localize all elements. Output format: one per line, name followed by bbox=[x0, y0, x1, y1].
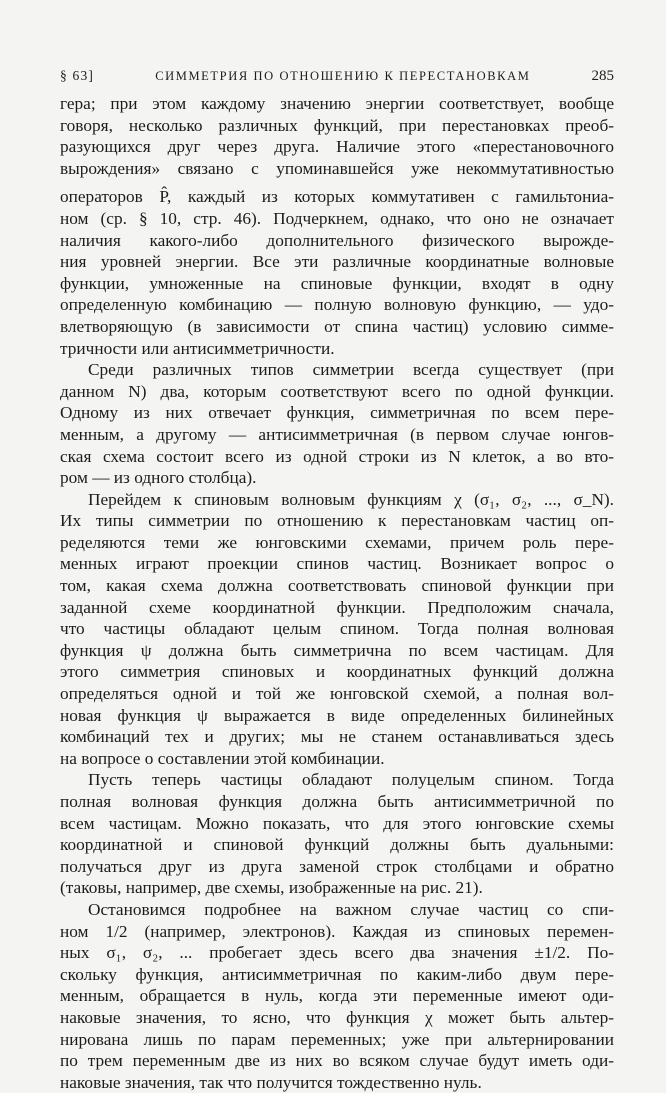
text-line: этого симметрия спиновых и координатных функций должна bbox=[60, 662, 614, 682]
text-line: Остановимся подробнее на важном случае частиц со спи- bbox=[88, 899, 614, 919]
text-line: скольку функция, антисимметричная по каким-либо двум пере- bbox=[60, 964, 614, 984]
text-line: (таковы, например, две схемы, изображенные на рис. 21). bbox=[60, 878, 483, 898]
text-line: данном N) два, которым соответствуют всего по одной функции. bbox=[60, 381, 614, 401]
paragraph bbox=[60, 769, 614, 899]
paragraph bbox=[60, 359, 614, 489]
text-line: наковые значения, то ясно, что функция χ может быть альтер- bbox=[60, 1007, 614, 1027]
text-line: по трем переменным две из них во всяком случае будут иметь оди- bbox=[60, 1051, 614, 1071]
running-head bbox=[60, 68, 614, 85]
text-line: заданной схеме координатной функции. Предположим сначала, bbox=[60, 597, 614, 617]
text-line: говоря, несколько различных функций, при перестановках преоб- bbox=[60, 115, 614, 135]
text-line: ном 1/2 (например, электронов). Каждая из спиновых перемен- bbox=[60, 921, 614, 941]
text-line: Их типы симметрии по отношению к перестановкам частиц оп- bbox=[60, 511, 614, 531]
text-line: разующихся друг через друга. Наличие этого «перестановочного bbox=[60, 137, 614, 157]
text-line: гера; при этом каждому значению энергии соответствует, вообще bbox=[60, 94, 614, 113]
paragraph bbox=[60, 899, 614, 1093]
text-line: ская схема состоит всего из одной строки из N клеток, а во вто- bbox=[60, 446, 614, 466]
text-line: операторов P̂, каждый из которых коммутативен с гамильтониа- bbox=[60, 187, 614, 207]
text-line: Одному из них отвечает функция, симметричная по всем пере- bbox=[60, 403, 614, 423]
chapter-title: СИММЕТРИЯ ПО ОТНОШЕНИЮ К ПЕРЕСТАНОВКАМ bbox=[155, 69, 531, 83]
text-line: функции, умноженные на спиновые функции, входят в одну bbox=[60, 273, 614, 293]
text-line: на вопросе о составлении этой комбинации. bbox=[60, 748, 385, 768]
text-line: Перейдем к спиновым волновым функциям χ (σ₁, σ₂, ..., σ_N). bbox=[88, 489, 614, 509]
body-text bbox=[60, 93, 614, 1093]
text-line: что частицы обладают целым спином. Тогда полная волновая bbox=[60, 619, 614, 639]
text-line: менных играют проекции спинов частиц. Возникает вопрос о bbox=[60, 554, 614, 574]
text-line: новая функция ψ выражается в виде определенных билинейных bbox=[60, 705, 614, 725]
text-line: тричности или антисимметричности. bbox=[60, 338, 335, 358]
text-line: ных σ₁, σ₂, ... пробегает здесь всего два значения ±1/2. По- bbox=[60, 943, 614, 963]
text-line: менным, а другому — антисимметричная (в первом случае юнгов- bbox=[60, 424, 614, 444]
text-line: ределяются теми же юнговскими схемами, причем роль пере- bbox=[60, 532, 614, 552]
paragraph bbox=[60, 93, 614, 359]
text-line: ном (ср. § 10, стр. 46). Подчеркнем, однако, что оно не означает bbox=[60, 208, 614, 228]
text-line: наковые значения, так что получится тождественно нуль. bbox=[60, 1072, 482, 1092]
text-line: полная волновая функция должна быть антисимметричной по bbox=[60, 792, 614, 811]
text-line: ром — из одного столбца). bbox=[60, 468, 257, 488]
text-line: комбинаций тех и других; мы не станем останавливаться здесь bbox=[60, 727, 614, 747]
section-ref: § 63] bbox=[60, 68, 95, 83]
text-line: том, какая схема должна соответствовать спиновой функции при bbox=[60, 576, 614, 596]
text-line: Пусть теперь частицы обладают полуцелым спином. Тогда bbox=[88, 770, 614, 790]
text-line: вырождения» связано с упоминавшейся уже некоммутативностью bbox=[60, 158, 614, 178]
text-line: влетворяющую (в зависимости от спина частиц) условию симме- bbox=[60, 316, 614, 336]
page-number: 285 bbox=[591, 68, 614, 84]
text-line: наличия какого-либо дополнительного физического вырожде- bbox=[60, 230, 614, 250]
text-line: определяться одной и той же юнговской схемой, а полная вол- bbox=[60, 684, 614, 704]
text-line: ния уровней энергии. Все эти различные координатные волновые bbox=[60, 252, 614, 272]
text-line: функция ψ должна быть симметрична по всем частицам. Для bbox=[60, 640, 614, 660]
text-line: получаться друг из друга заменой строк столбцами и обратно bbox=[60, 856, 614, 876]
text-line: координатной и спиновой функций должны быть дуальными: bbox=[60, 835, 614, 855]
text-line: всем частицам. Можно показать, что для этого юнговские схемы bbox=[60, 813, 614, 833]
paragraph bbox=[60, 489, 614, 770]
text-line: Среди различных типов симметрии всегда существует (при bbox=[88, 360, 614, 380]
text-line: менным, обращается в нуль, когда эти переменные имеют оди- bbox=[60, 986, 614, 1006]
text-line: определенную комбинацию — полную волновую функцию, — удо- bbox=[60, 295, 614, 315]
text-line: нирована лишь по парам переменных; уже при альтернировании bbox=[60, 1029, 614, 1049]
